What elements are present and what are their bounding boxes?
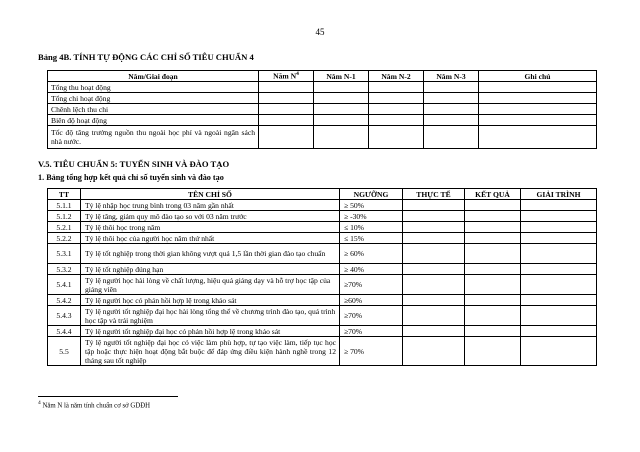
table-4b-title: Bảng 4B. TÍNH TỰ ĐỘNG CÁC CHỈ SỐ TIÊU CHUẨN 4 <box>38 52 254 62</box>
cell-tt: 5.4.3 <box>48 306 81 326</box>
row-label: Chênh lệch thu chi <box>48 104 259 115</box>
cell-tt: 5.3.2 <box>48 264 81 275</box>
table-row <box>48 126 597 149</box>
cell-indicator-name: Tỷ lệ người học hài lòng về chất lượng, hiệu quả giảng dạy và hỗ trợ học tập của giảng viên <box>81 275 340 295</box>
cell-threshold: ≥ 50% <box>340 200 403 211</box>
cell-tt: 5.5 <box>48 337 81 366</box>
header-actual: THỰC TẾ <box>403 189 465 200</box>
table-row <box>48 115 597 126</box>
header-year-n: Năm $N^4$ <box>259 71 314 82</box>
cell-indicator-name: Tỷ lệ tốt nghiệp đúng hạn <box>81 264 340 275</box>
table-row <box>48 211 597 222</box>
footnote <box>38 400 150 409</box>
section-v5-title: V.5. TIÊU CHUẨN 5: TUYỂN SINH VÀ ĐÀO TẠO <box>38 159 230 169</box>
cell-tt: 5.1.2 <box>48 211 81 222</box>
cell-threshold: ≤ 15% <box>340 233 403 244</box>
header-year-n1: Năm N-1 <box>314 71 369 82</box>
cell-indicator-name: Tỷ lệ tốt nghiệp trong thời gian không vượt quá 1,5 lần thời gian đào tạo chuẩn <box>81 244 340 264</box>
header-indicator-name: TÊN CHỈ SỐ <box>81 189 340 200</box>
footnote-mark: 4 <box>38 400 41 406</box>
cell-threshold: ≥60% <box>340 295 403 306</box>
footnote-divider <box>38 396 178 397</box>
header-year-n3: Năm N-3 <box>424 71 479 82</box>
cell-threshold: ≥ -30% <box>340 211 403 222</box>
table-row <box>48 233 597 244</box>
table-row <box>48 295 597 306</box>
cell-indicator-name: Tỷ lệ người tốt nghiệp đại học có phản hồi hợp lệ trong khảo sát <box>81 326 340 337</box>
row-label: Tổng thu hoạt động <box>48 82 259 93</box>
row-label: Tổng chi hoạt động <box>48 93 259 104</box>
cell-threshold: ≥ 60% <box>340 244 403 264</box>
cell-tt: 5.4.4 <box>48 326 81 337</box>
cell-tt: 5.2.2 <box>48 233 81 244</box>
cell-threshold: ≥70% <box>340 275 403 295</box>
cell-tt: 5.4.2 <box>48 295 81 306</box>
header-notes: Ghi chú <box>479 71 597 82</box>
table-row <box>48 244 597 264</box>
header-year-period: Năm/Giai đoạn <box>48 71 259 82</box>
table-row <box>48 104 597 115</box>
cell-threshold: ≥70% <box>340 306 403 326</box>
header-threshold: NGƯỠNG <box>340 189 403 200</box>
footnote-text: Năm N là năm tính chuẩn cơ sở GDĐH <box>42 402 151 410</box>
table-row <box>48 306 597 326</box>
header-year-n2: Năm N-2 <box>369 71 424 82</box>
cell-indicator-name: Tỷ lệ người học có phản hồi hợp lệ trong khảo sát <box>81 295 340 306</box>
cell-indicator-name: Tỷ lệ nhập học trung bình trong 03 năm gần nhất <box>81 200 340 211</box>
table-row <box>48 222 597 233</box>
table-row <box>48 200 597 211</box>
cell-threshold: ≤ 10% <box>340 222 403 233</box>
table-4b-header-row <box>48 71 597 82</box>
cell-tt: 5.1.1 <box>48 200 81 211</box>
header-explanation: GIẢI TRÌNH <box>521 189 597 200</box>
page-number: 45 <box>315 27 325 37</box>
row-label: Biên độ hoạt động <box>48 115 259 126</box>
table-row <box>48 93 597 104</box>
table-row <box>48 275 597 295</box>
footnote-mark: 4 <box>296 71 299 78</box>
cell-indicator-name: Tỷ lệ tăng, giảm quy mô đào tạo so với 03 năm trước <box>81 211 340 222</box>
cell-indicator-name: Tỷ lệ người tốt nghiệp đại học có việc làm phù hợp, tự tạo việc làm, tiếp tục học tập hoặc thực hiện hoạt động bắt buộc để đáp ứng điều kiện hành nghề trong 12 tháng sau tốt nghiệp <box>81 337 340 366</box>
table-row <box>48 337 597 366</box>
cell-threshold: ≥ 70% <box>340 337 403 366</box>
header-result: KẾT QUẢ <box>465 189 521 200</box>
table-v5 <box>47 188 597 366</box>
cell-indicator-name: Tỷ lệ thôi học của người học năm thứ nhất <box>81 233 340 244</box>
row-label: Tốc độ tăng trưởng nguồn thu ngoài học phí và ngoài ngân sách nhà nước. <box>48 126 259 149</box>
cell-threshold: ≥70% <box>340 326 403 337</box>
cell-indicator-name: Tỷ lệ người tốt nghiệp đại học hài lòng tổng thể về chương trình đào tạo, quá trình học tập và trải nghiệm <box>81 306 340 326</box>
table-4b <box>47 70 597 149</box>
cell-indicator-name: Tỷ lệ thôi học trong năm <box>81 222 340 233</box>
table-v5-header-row <box>48 189 597 200</box>
cell-tt: 5.4.1 <box>48 275 81 295</box>
table-row <box>48 82 597 93</box>
header-tt: TT <box>48 189 81 200</box>
section-v5-subtitle: 1. Bảng tổng hợp kết quả chỉ số tuyển sinh và đào tạo <box>38 173 224 182</box>
table-row <box>48 326 597 337</box>
cell-threshold: ≥ 40% <box>340 264 403 275</box>
table-row <box>48 264 597 275</box>
cell-tt: 5.2.1 <box>48 222 81 233</box>
cell-tt: 5.3.1 <box>48 244 81 264</box>
